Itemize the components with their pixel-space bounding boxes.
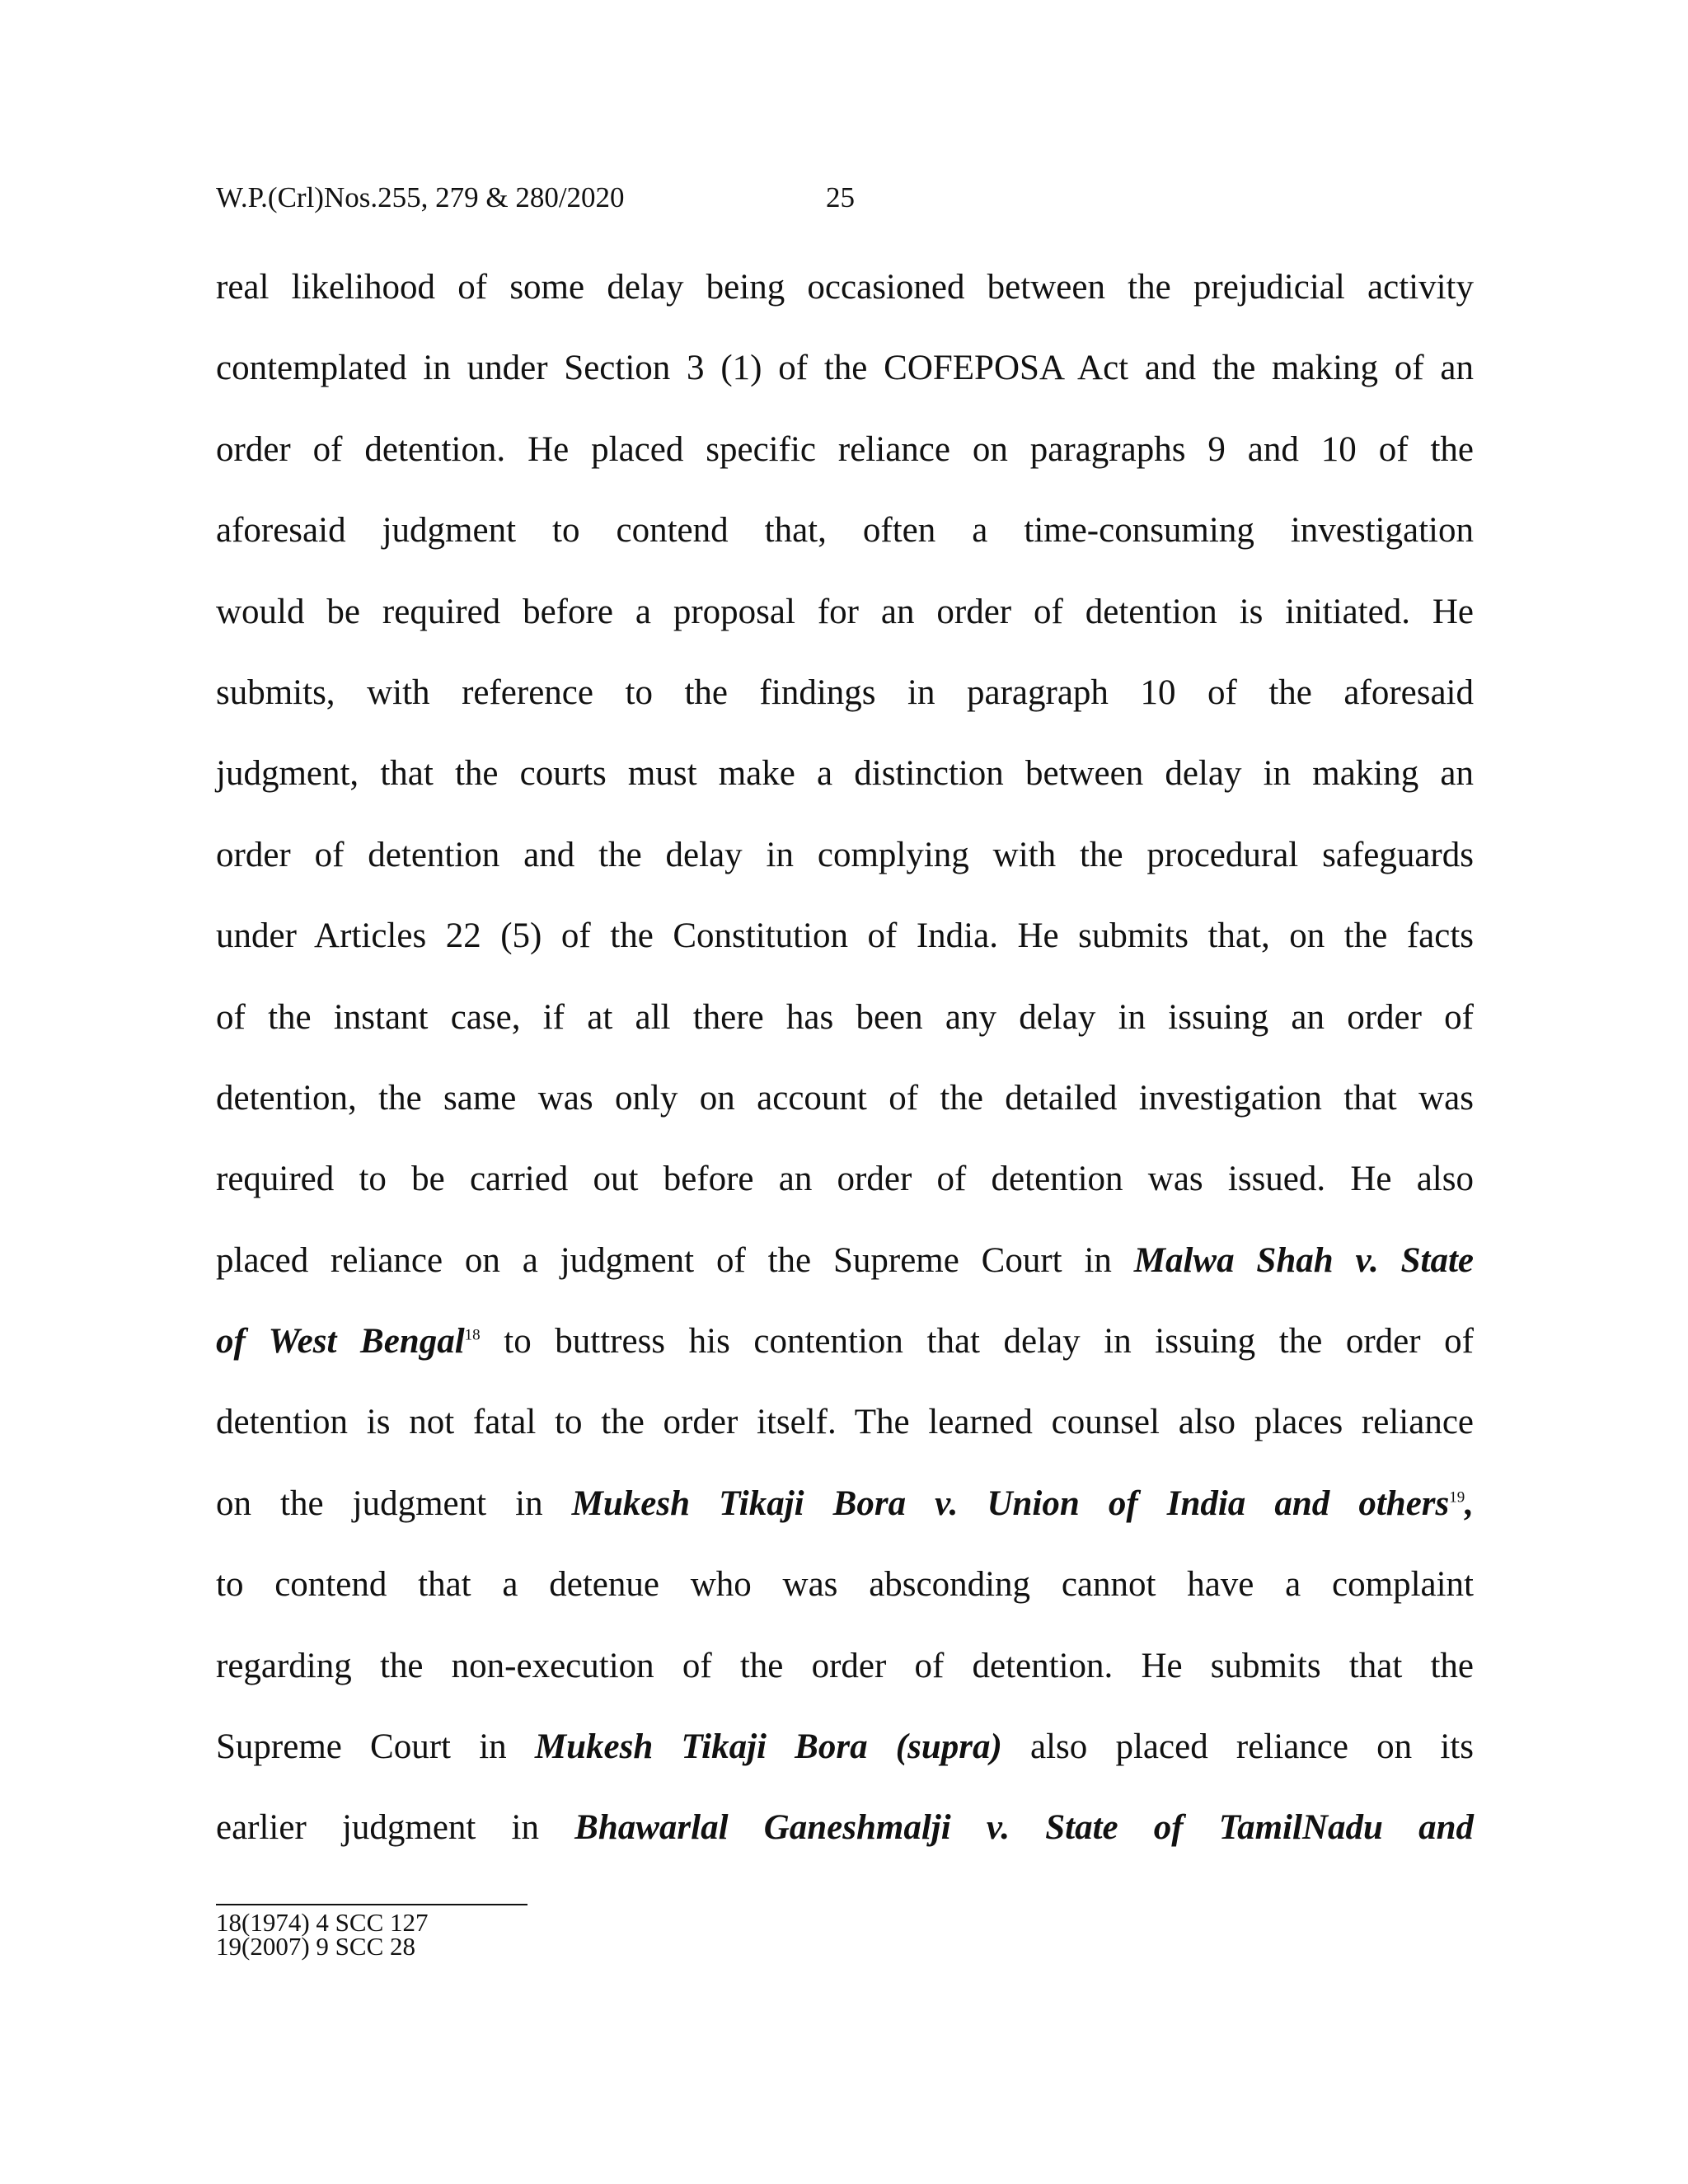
text-line: under Articles 22 (5) of the Constitution of India. He submits that, on the facts bbox=[216, 916, 1474, 956]
text-line: judgment, that the courts must make a distinction between delay in making an bbox=[216, 754, 1474, 794]
case-citation: Mukesh Tikaji Bora v. Union of India and others bbox=[571, 1483, 1450, 1523]
case-citation-comma: , bbox=[1465, 1483, 1475, 1523]
footnote-marker: 19 bbox=[1449, 1488, 1465, 1507]
footnote-19: 19(2007) 9 SCC 28 bbox=[216, 1932, 415, 1961]
text-line: of the instant case, if at all there has been any delay in issuing an order of bbox=[216, 997, 1474, 1037]
footnote-separator bbox=[216, 1904, 528, 1905]
line-text: also placed reliance on its bbox=[1001, 1727, 1474, 1767]
line-text: Supreme Court in bbox=[216, 1727, 535, 1767]
text-line: detention, the same was only on account of the detailed investigation that was bbox=[216, 1078, 1474, 1118]
line-text: placed reliance on a judgment of the Supreme Court in bbox=[216, 1240, 1134, 1280]
text-line: submits, with reference to the findings in paragraph 10 of the aforesaid bbox=[216, 673, 1474, 712]
footnotes bbox=[216, 1908, 429, 1961]
text-line bbox=[216, 1707, 1474, 1788]
text-line bbox=[216, 1788, 1474, 1868]
body-paragraph bbox=[216, 247, 1474, 1869]
page-number: 25 bbox=[826, 181, 855, 213]
text-line: real likelihood of some delay being occasioned between the prejudicial activity bbox=[216, 268, 1474, 307]
text-line: detention is not fatal to the order itself. The learned counsel also places reliance bbox=[216, 1403, 1474, 1442]
case-citation: Bhawarlal Ganeshmalji v. State of TamilNadu and bbox=[574, 1808, 1474, 1848]
case-citation: Mukesh Tikaji Bora (supra) bbox=[534, 1727, 1002, 1767]
line-text: on the judgment in bbox=[216, 1483, 572, 1523]
text-line: regarding the non-execution of the order of detention. He submits that the bbox=[216, 1646, 1474, 1685]
text-line: required to be carried out before an order of detention was issued. He also bbox=[216, 1160, 1474, 1199]
line-text: earlier judgment in bbox=[216, 1808, 575, 1848]
text-line: order of detention and the delay in complying with the procedural safeguards bbox=[216, 835, 1474, 874]
page-header bbox=[216, 180, 855, 216]
footnote-marker: 18 bbox=[464, 1326, 481, 1344]
line-text: to buttress his contention that delay in issuing the order of bbox=[480, 1322, 1474, 1361]
text-line: aforesaid judgment to contend that, often a time-consuming investigation bbox=[216, 511, 1474, 551]
text-line: contemplated in under Section 3 (1) of the COFEPOSA Act and the making of an bbox=[216, 349, 1474, 388]
case-number: W.P.(Crl)Nos.255, 279 & 280/2020 bbox=[216, 181, 625, 213]
text-line bbox=[216, 1301, 1474, 1382]
text-line: order of detention. He placed specific reliance on paragraphs 9 and 10 of the bbox=[216, 429, 1474, 469]
text-line: would be required before a proposal for an order of detention is initiated. He bbox=[216, 592, 1474, 631]
case-citation: Malwa Shah v. State bbox=[1133, 1240, 1474, 1280]
text-line bbox=[216, 1464, 1474, 1544]
text-line: to contend that a detenue who was absconding cannot have a complaint bbox=[216, 1565, 1474, 1605]
text-line bbox=[216, 1221, 1474, 1301]
footnote-18: 18(1974) 4 SCC 127 bbox=[216, 1908, 429, 1937]
case-citation: of West Bengal bbox=[216, 1322, 465, 1361]
